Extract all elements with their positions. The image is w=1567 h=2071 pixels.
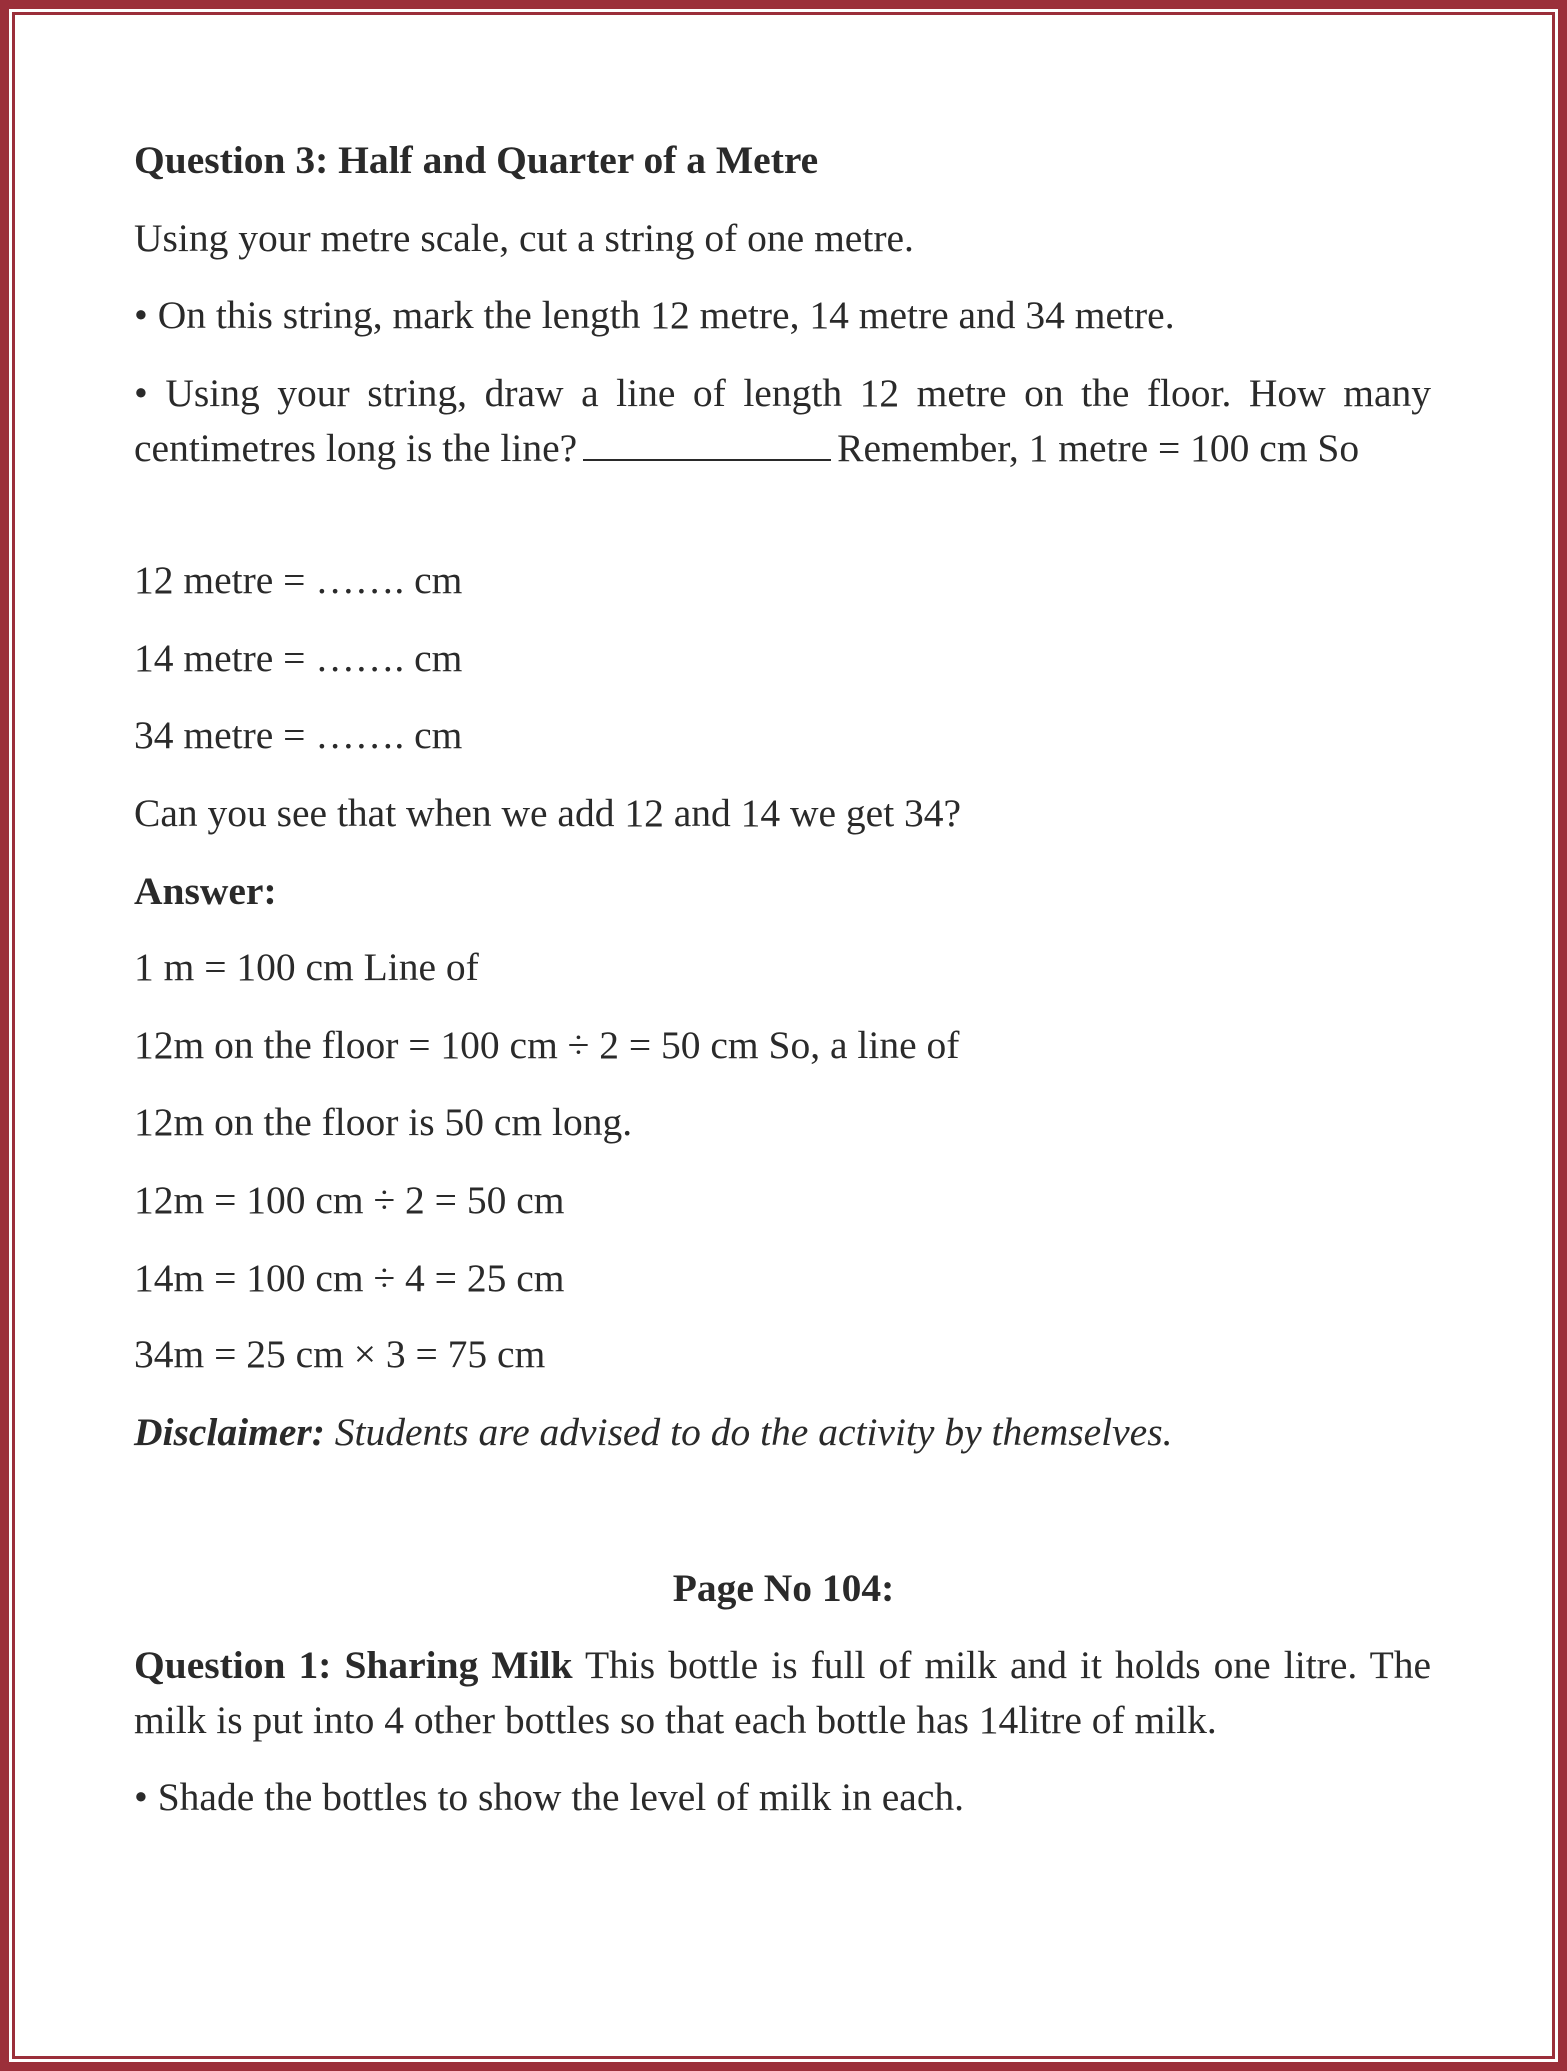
answer-label: Answer:: [134, 869, 277, 913]
question-3-intro: Using your metre scale, cut a string of one metre.: [134, 216, 914, 260]
bullet-shade: • Shade the bottles to show the level of milk in each.: [134, 1775, 964, 1819]
bullet-draw-line: [134, 366, 1431, 476]
answer-line: 1 m = 100 cm Line of: [134, 945, 479, 989]
disclaimer-text: Students are advised to do the activity by themselves.: [324, 1410, 1173, 1454]
bullet-mark-lengths: • On this string, mark the length 12 metre, 14 metre and 34 metre.: [134, 293, 1175, 337]
bullet-remember-text: Remember, 1 metre = 100 cm So: [837, 426, 1360, 470]
answer-line: 12m = 100 cm ÷ 2 = 50 cm: [134, 1178, 565, 1222]
fill-half: 12 metre = ……. cm: [134, 558, 463, 602]
disclaimer-label: Disclaimer:: [134, 1410, 325, 1454]
answer-blank[interactable]: [583, 425, 831, 461]
bullet-draw-line-text: • Using your string, draw a line of length 12 metre on the floor. How many centimetres long is the line?: [134, 371, 1431, 470]
fill-quarter: 14 metre = ……. cm: [134, 636, 463, 680]
answer-line: 34m = 25 cm × 3 = 75 cm: [134, 1332, 546, 1376]
answer-line: 12m on the floor = 100 cm ÷ 2 = 50 cm So, a line of: [134, 1023, 960, 1067]
fill-three-quarter: 34 metre = ……. cm: [134, 713, 463, 757]
disclaimer: [134, 1405, 1431, 1460]
question-1-text: This bottle is full of milk and it holds one litre. The milk is put into 4 other bottles so that each bottle has 14litre of milk.: [134, 1643, 1431, 1742]
question-1-title: Question 1: Sharing Milk: [134, 1643, 573, 1687]
page-heading: Page No 104:: [672, 1566, 895, 1610]
question-1: [134, 1638, 1431, 1748]
answer-line: 14m = 100 cm ÷ 4 = 25 cm: [134, 1256, 565, 1300]
question-3-title: Question 3: Half and Quarter of a Metre: [134, 138, 819, 182]
answer-line: 12m on the floor is 50 cm long.: [134, 1100, 633, 1144]
question-add: Can you see that when we add 12 and 14 we get 34?: [134, 791, 962, 835]
